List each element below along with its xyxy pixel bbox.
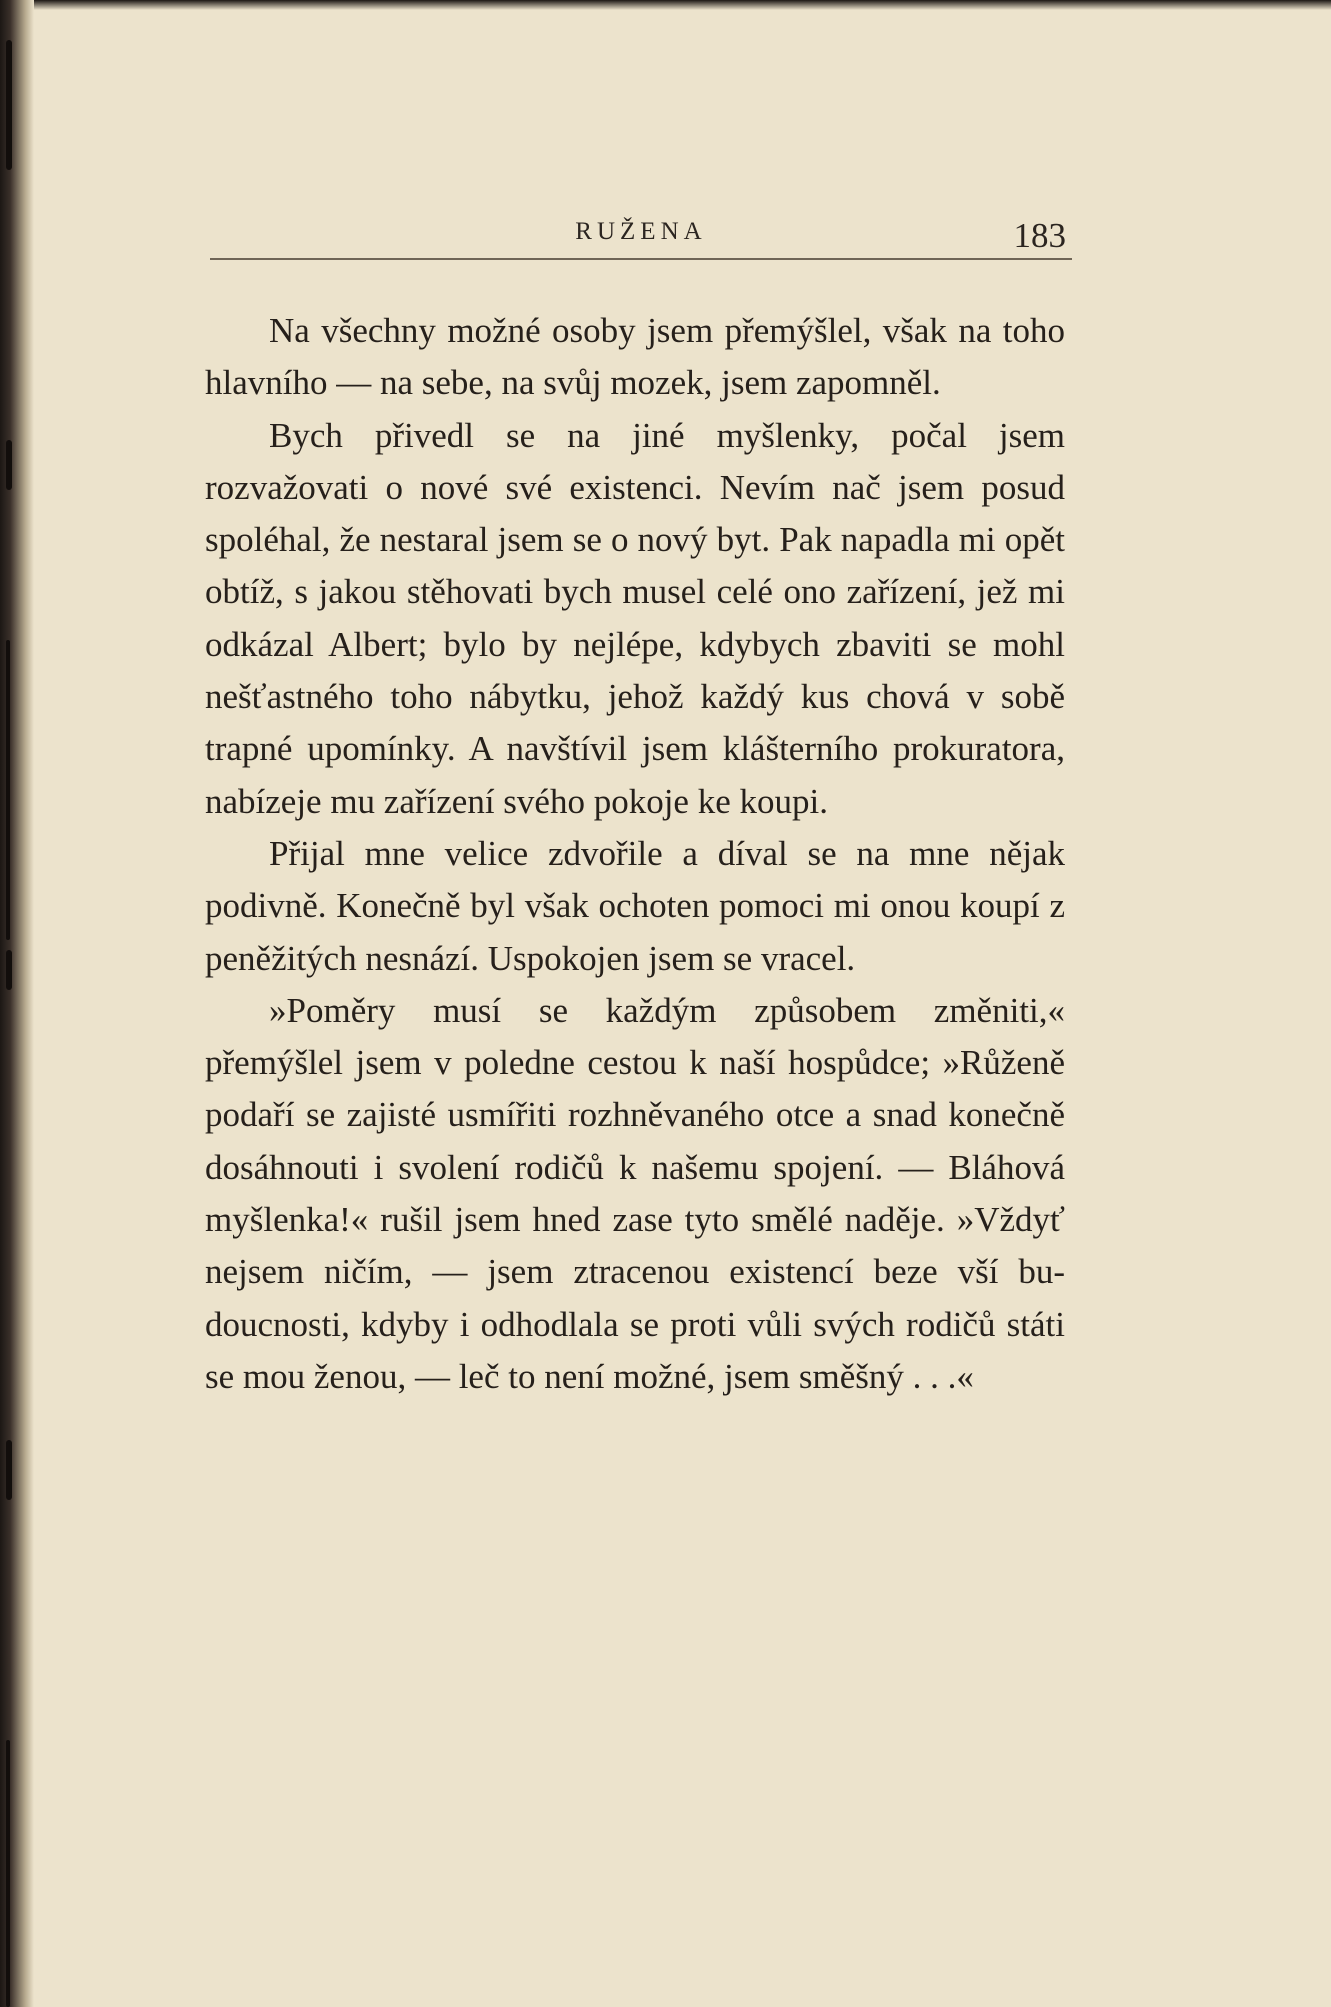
paragraph: Přijal mne velice zdvořile a díval se na mne nějak podivně. Konečně byl však ochoten pomoci mi onou koupí z peněžitých nesnází. Uspokojen jsem se vracel. — [205, 833, 1065, 978]
spine-mark — [6, 1440, 12, 1500]
running-title: RUŽENA — [575, 218, 707, 245]
paragraph: »Poměry musí se každým způsobem změniti,« přemýšlel jsem v poledne cestou k naší hospůdce; »Růženě podaří se zajisté usmířiti rozhněvaného otce a snad konečně dosáhnouti i svolení rodičů k našemu spojení. — Bláhová myšlenka!« rušil jsem hned zase tyto smělé naděje. »Vždyť nejsem ničím, — jsem ztracenou existencí beze vší budoucnosti, kdyby i odhodlala se proti vůli svých rodičů státi se mou ženou, — leč to není možné, jsem směšný . . .« — [205, 990, 1065, 1396]
body-text — [205, 305, 1065, 1403]
spine-mark — [6, 440, 12, 490]
spine-mark — [6, 40, 12, 170]
spine-mark — [6, 950, 12, 990]
paragraph: Bych přivedl se na jiné myšlenky, počal jsem rozvažovati o nové své existenci. Nevím nač jsem posud spoléhal, že nestaral jsem se o nový byt. Pak napadla mi opět obtíž, s jakou stěhovati bych musel celé ono zařízení, jež mi odkázal Albert; bylo by nejlépe, kdybych zbaviti se mohl nešťastného toho nábytku, jehož každý kus chová v sobě trapné upomínky. A navštívil jsem klášterního prokuratora, nabízeje mu zařízení svého pokoje ke koupi. — [205, 415, 1065, 821]
page-number: 183 — [1013, 216, 1066, 255]
binding-spine-shadow — [0, 0, 34, 2007]
running-head — [210, 212, 1072, 260]
paragraph: Na všechny možné osoby jsem přemýšlel, však na toho hlavního — na sebe, na svůj mozek, jsem zapomněl. — [205, 311, 1065, 403]
spine-mark — [6, 1740, 10, 2007]
page-top-shadow — [0, 0, 1331, 10]
spine-mark — [6, 640, 10, 940]
